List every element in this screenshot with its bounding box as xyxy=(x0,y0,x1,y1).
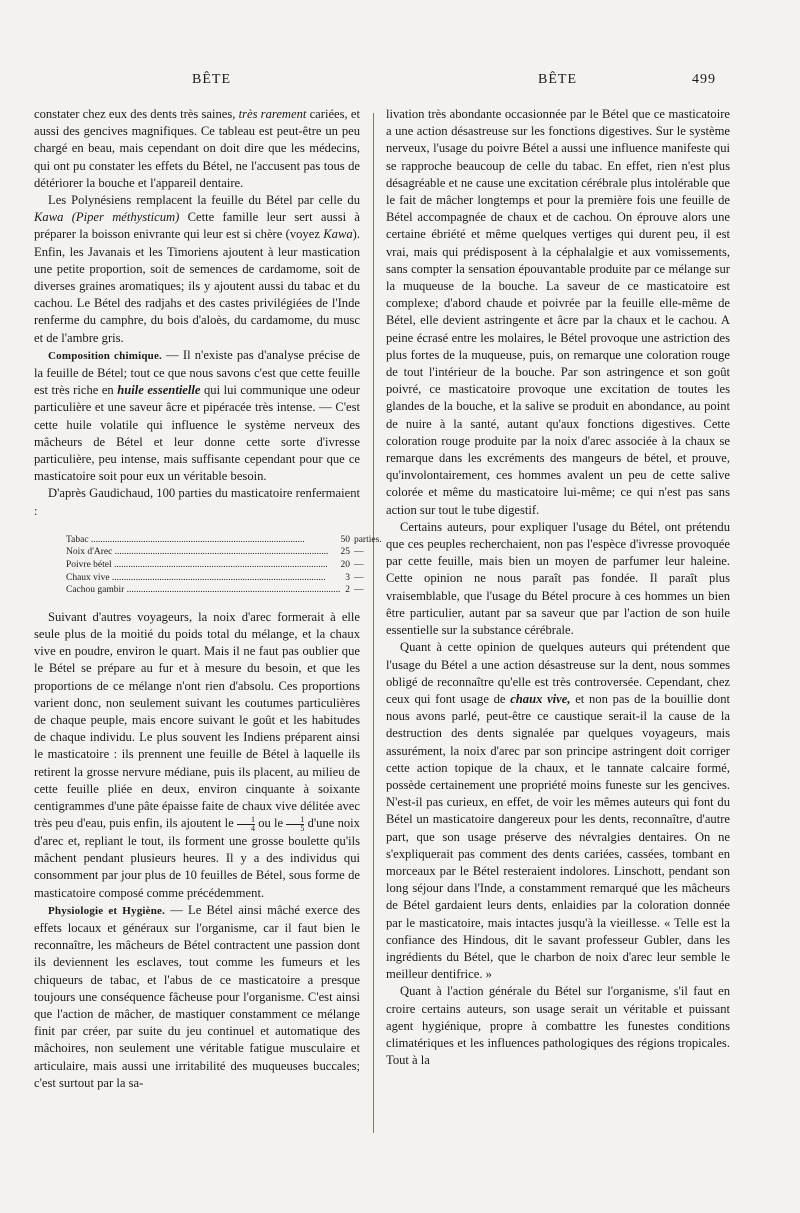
recipe-item: Chaux vive .......................................................................................... xyxy=(66,572,326,583)
recipe-table xyxy=(66,534,382,597)
text-run: ou le xyxy=(258,816,284,831)
recipe-unit: — xyxy=(353,585,364,596)
recipe-unit: — xyxy=(353,560,364,571)
text-run: Quant à cette opinion de quelques auteurs qui prétendent que l'usage du Bétel a une action désastreuse sur la dent, nous sommes obligé de reconnaître qu'elle est très controversée. Cependant, chez ceux qui font usage de xyxy=(386,640,730,706)
text-run: qui lui communique une odeur particulière et une saveur âcre et pipéracée très intense. — C'est cette huile volatile qui influence le système nerveux des mâcheurs de Bétel et leur donne cette sorte d'ivresse particulière, peu intense, mais suffisante cependant pour que ce masticatoire soit pour eux un véritable besoin. xyxy=(34,383,360,484)
fraction-numerator: 1 xyxy=(237,816,255,825)
recipe-unit: — xyxy=(353,547,364,558)
fraction-denominator: 4 xyxy=(250,823,255,833)
running-head-right: BÊTE xyxy=(538,72,577,87)
text-run: et non pas de la bouillie dont nous avons parlé, peut-être ce caustique serait-il la cause de la destruction des dents signalée par quelques voyageurs, mais assurément, la noix d'arec par son principe astringent doit corriger cette action topique de la chaux, et le tannate calcaire formé, possède certainement une propriété moins funeste sur les gencives. N'est-il pas curieux, en effet, de voir les mêmes auteurs qui font du Bétel un masticatoire dangereux pour les dents, reconnaître, d'autre part, que son usage préserve des névralgies dentaires. On ne s'expliquerait pas comment des dents cariées, cassées, tombant en morceaux par le Bétel resteraient indolores. Linschott, pendant son long séjour dans l'Inde, a constamment remarqué que les mâcheurs de Bétel gardaient leurs dents, enlaidies par la coloration donnée par le masticatoire, mais intactes jusqu'à la vieillesse. « Telle est la confiance des Hindous, dit le savant professeur Gubler, dans les ingrédients du Bétel, que le charbon de noix d'arec leur semble le meilleur dentifrice. » xyxy=(386,691,730,982)
running-head-left: BÊTE xyxy=(192,72,231,87)
text-run: cariées, et aussi des gencives magnifiques. Ce tableau est peut-être un peu chargé en beau, mais cependant on doit dire que les médecins, qui ont pu constater les effets du Bétel, ne l'accusent pas tous de détériorer la bouche et l'appareil dentaire. xyxy=(34,107,360,190)
section-heading: Composition chimique. xyxy=(48,349,162,362)
recipe-unit: parties. xyxy=(353,534,382,545)
text-run: d'une noix d'arec et, repliant le tout, ils forment une grosse boulette qu'ils mâchent pendant plusieurs heures. Il y a des individus qui consomment par jour plus de 10 feuilles de Bétel, sous forme de masticatoire composé comme précédemment. xyxy=(34,816,360,900)
italic-run: très rarement xyxy=(238,107,307,121)
recipe-quantity: 20 xyxy=(340,560,350,571)
text-run: — Le Bétel ainsi mâché exerce des effets locaux et généraux sur l'organisme, car il faut bien le reconnaître, les mâcheurs de Bétel contractent une passion dont ils deviennent les esclaves, tout comme les fumeurs et les chiqueurs de tabac, et l'abus de ce masticatoire a presque toujours une conséquence fâcheuse pour l'organisme. C'est ainsi que l'action de mâcher, de mastiquer constamment ce mélange finit par créer, par suite du jeu continuel et automatique des mâchoires, non seulement une véritable fatigue musculaire et articulaire, mais aussi une irritabilité des muqueuses buccales; c'est surtout par la sa- xyxy=(34,902,360,1090)
page-number: 499 xyxy=(692,72,716,87)
text-run: ). Enfin, les Javanais et les Timoriens ajoutent à leur mastication une petite proportion, soit de semences de cardamome, soit de diverses graines aromatiques; ils y ajoutent aussi du tabac et du cachou. Le Bétel des radjahs et des castes privilégiées de l'Inde renferme du camphre, du bois d'aloès, du cardamome, du musc et de l'ambre gris. xyxy=(34,227,360,345)
recipe-item: Tabac .......................................................................................... xyxy=(66,534,305,545)
section-physiologie-hygiene xyxy=(34,902,360,1092)
paragraph xyxy=(386,639,730,983)
fraction-denominator: 5 xyxy=(300,823,305,833)
paragraph: livation très abondante occasionnée par le Bétel que ce masticatoire a une action désastreuse sur les fonctions digestives. Sur le système nerveux, l'usage du poivre Bétel a aussi une influence manifeste qui se rapproche beaucoup de celle du tabac. En effet, rien n'est plus désagréable et ne cause une excitation cérébrale plus intolérable que le fait de mâcher longtemps et pour la première fois une feuille de Bétel accompagnée de chaux et de cachou. On éprouve alors une certaine ébriété et même quelques vertiges qui durent peu, il est vrai, mais qui prédisposent à la céphalalgie et aux vomissements, sans compter la sensation épouvantable produite par ce mélange sur la muqueuse de la bouche. La saveur de ce masticatoire est complexe; d'abord chaude et poivrée par la feuille elle-même de Bétel, elle devient astringente et âcre par la chaux et le cachou. A peine écrasé entre les molaires, le Bétel provoque une astriction des plus fortes de la muqueuse, puis, on remarque une coloration rouge de tout l'intérieur de la bouche. Par son astringence et son goût poivré, ce masticatoire provoque une excitation de toutes les glandes de la bouche, et la salive se produit en abondance, au point de nuire à la santé, autant qu'aux fonctions digestives. Cette coloration rouge produite par la noix d'arec associée à la chaux se remarque dans les excréments des mangeurs de bétel, et prouve, qu'involontairement, ces hommes avalent un peu de cette salive colorée et même du masticatoire lui-même; ce qui n'est pas sans action sur tout le tube digestif. xyxy=(386,107,730,517)
column-divider xyxy=(373,113,374,1133)
table-row xyxy=(66,534,382,547)
paragraph xyxy=(34,106,360,192)
fraction xyxy=(237,816,255,833)
recipe-item: Cachou gambir .......................................................................................... xyxy=(66,585,341,596)
paragraph: Certains auteurs, pour expliquer l'usage du Bétel, ont prétendu que ces peuples recherchaient, non pas l'espèce d'ivresse provoquée par cette feuille, mais bien un moyen de parfumer leur haleine. Cette opinion ne nous paraît pas fondée. Il paraît plus vraisemblable, que l'usage du Bétel procure à ces hommes un bien être particulier, autant par sa saveur que par l'action de son huile essentielle sur la substance cérébrale. xyxy=(386,519,730,638)
table-row xyxy=(66,572,382,585)
section-composition-chimique xyxy=(34,347,360,486)
table-row xyxy=(66,584,382,597)
recipe-quantity: 25 xyxy=(340,547,350,558)
left-column xyxy=(34,106,382,1092)
recipe-quantity: 3 xyxy=(345,572,350,583)
text-run: constater chez eux des dents très saines, xyxy=(34,107,236,121)
italic-run: Kawa (Piper méthysticum) xyxy=(34,210,180,225)
text-run: Suivant d'autres voyageurs, la noix d'arec formerait à elle seule plus de la moitié du poids total du mélange, et la chaux vive en poudre, environ le quart. Mais il ne faut pas oublier que le Bétel se prépare au fur et à mesure du besoin, et que les proportions de ce mélange n'ont rien d'absolu. Ces proportions varient donc, non seulement suivant les coutumes particulières de chaque peuple, mais encore suivant le goût et les habitudes de chaque individu. Le plus souvent les Indiens préparent ainsi le masticatoire : ils prennent une feuille de Bétel à laquelle ils retirent la grosse nervure médiane, puis ils placent, au milieu de cette feuille pliée en deux, environ cinquante à soixante centigrammes d'une pâte épaisse faite de chaux vive délitée avec très peu d'eau, puis enfin, ils ajoutent le xyxy=(34,609,360,831)
text-run: Cette famille leur sert aussi à préparer la boisson enivrante qui leur est si chère (voyez xyxy=(34,210,360,242)
text-run: — Il n'existe pas d'analyse précise de la feuille de Bétel; tout ce que nous savons c'est que cette feuille est très riche en xyxy=(34,347,360,398)
section-heading: Physiologie et Hygiène. xyxy=(48,904,166,917)
italic-run: huile essentielle xyxy=(117,383,201,398)
running-head xyxy=(0,72,800,94)
recipe-item: Noix d'Arec .......................................................................................... xyxy=(66,547,329,558)
paragraph xyxy=(34,609,360,902)
recipe-quantity: 2 xyxy=(345,585,350,596)
fraction xyxy=(286,816,304,833)
recipe-item: Poivre bétel .......................................................................................... xyxy=(66,560,328,571)
recipe-unit: — xyxy=(353,572,364,583)
recipe-quantity: 50 xyxy=(340,534,350,545)
right-column xyxy=(386,106,730,1069)
italic-run: chaux vive, xyxy=(510,691,571,706)
paragraph: D'après Gaudichaud, 100 parties du masticatoire renfermaient : xyxy=(34,486,360,518)
italic-run: Kawa xyxy=(323,227,353,242)
table-row xyxy=(66,546,382,559)
paragraph xyxy=(34,192,360,347)
text-run: Les Polynésiens remplacent la feuille du Bétel par celle du xyxy=(48,193,360,208)
fraction-numerator: 1 xyxy=(286,816,304,825)
paragraph: Quant à l'action générale du Bétel sur l'organisme, s'il faut en croire certains auteurs, son usage serait un véritable et puissant agent hygiénique, propre à combattre les funestes conditions climatériques et les influences pathologiques des régions tropicales. Tout à la xyxy=(386,984,730,1068)
table-row xyxy=(66,559,382,572)
